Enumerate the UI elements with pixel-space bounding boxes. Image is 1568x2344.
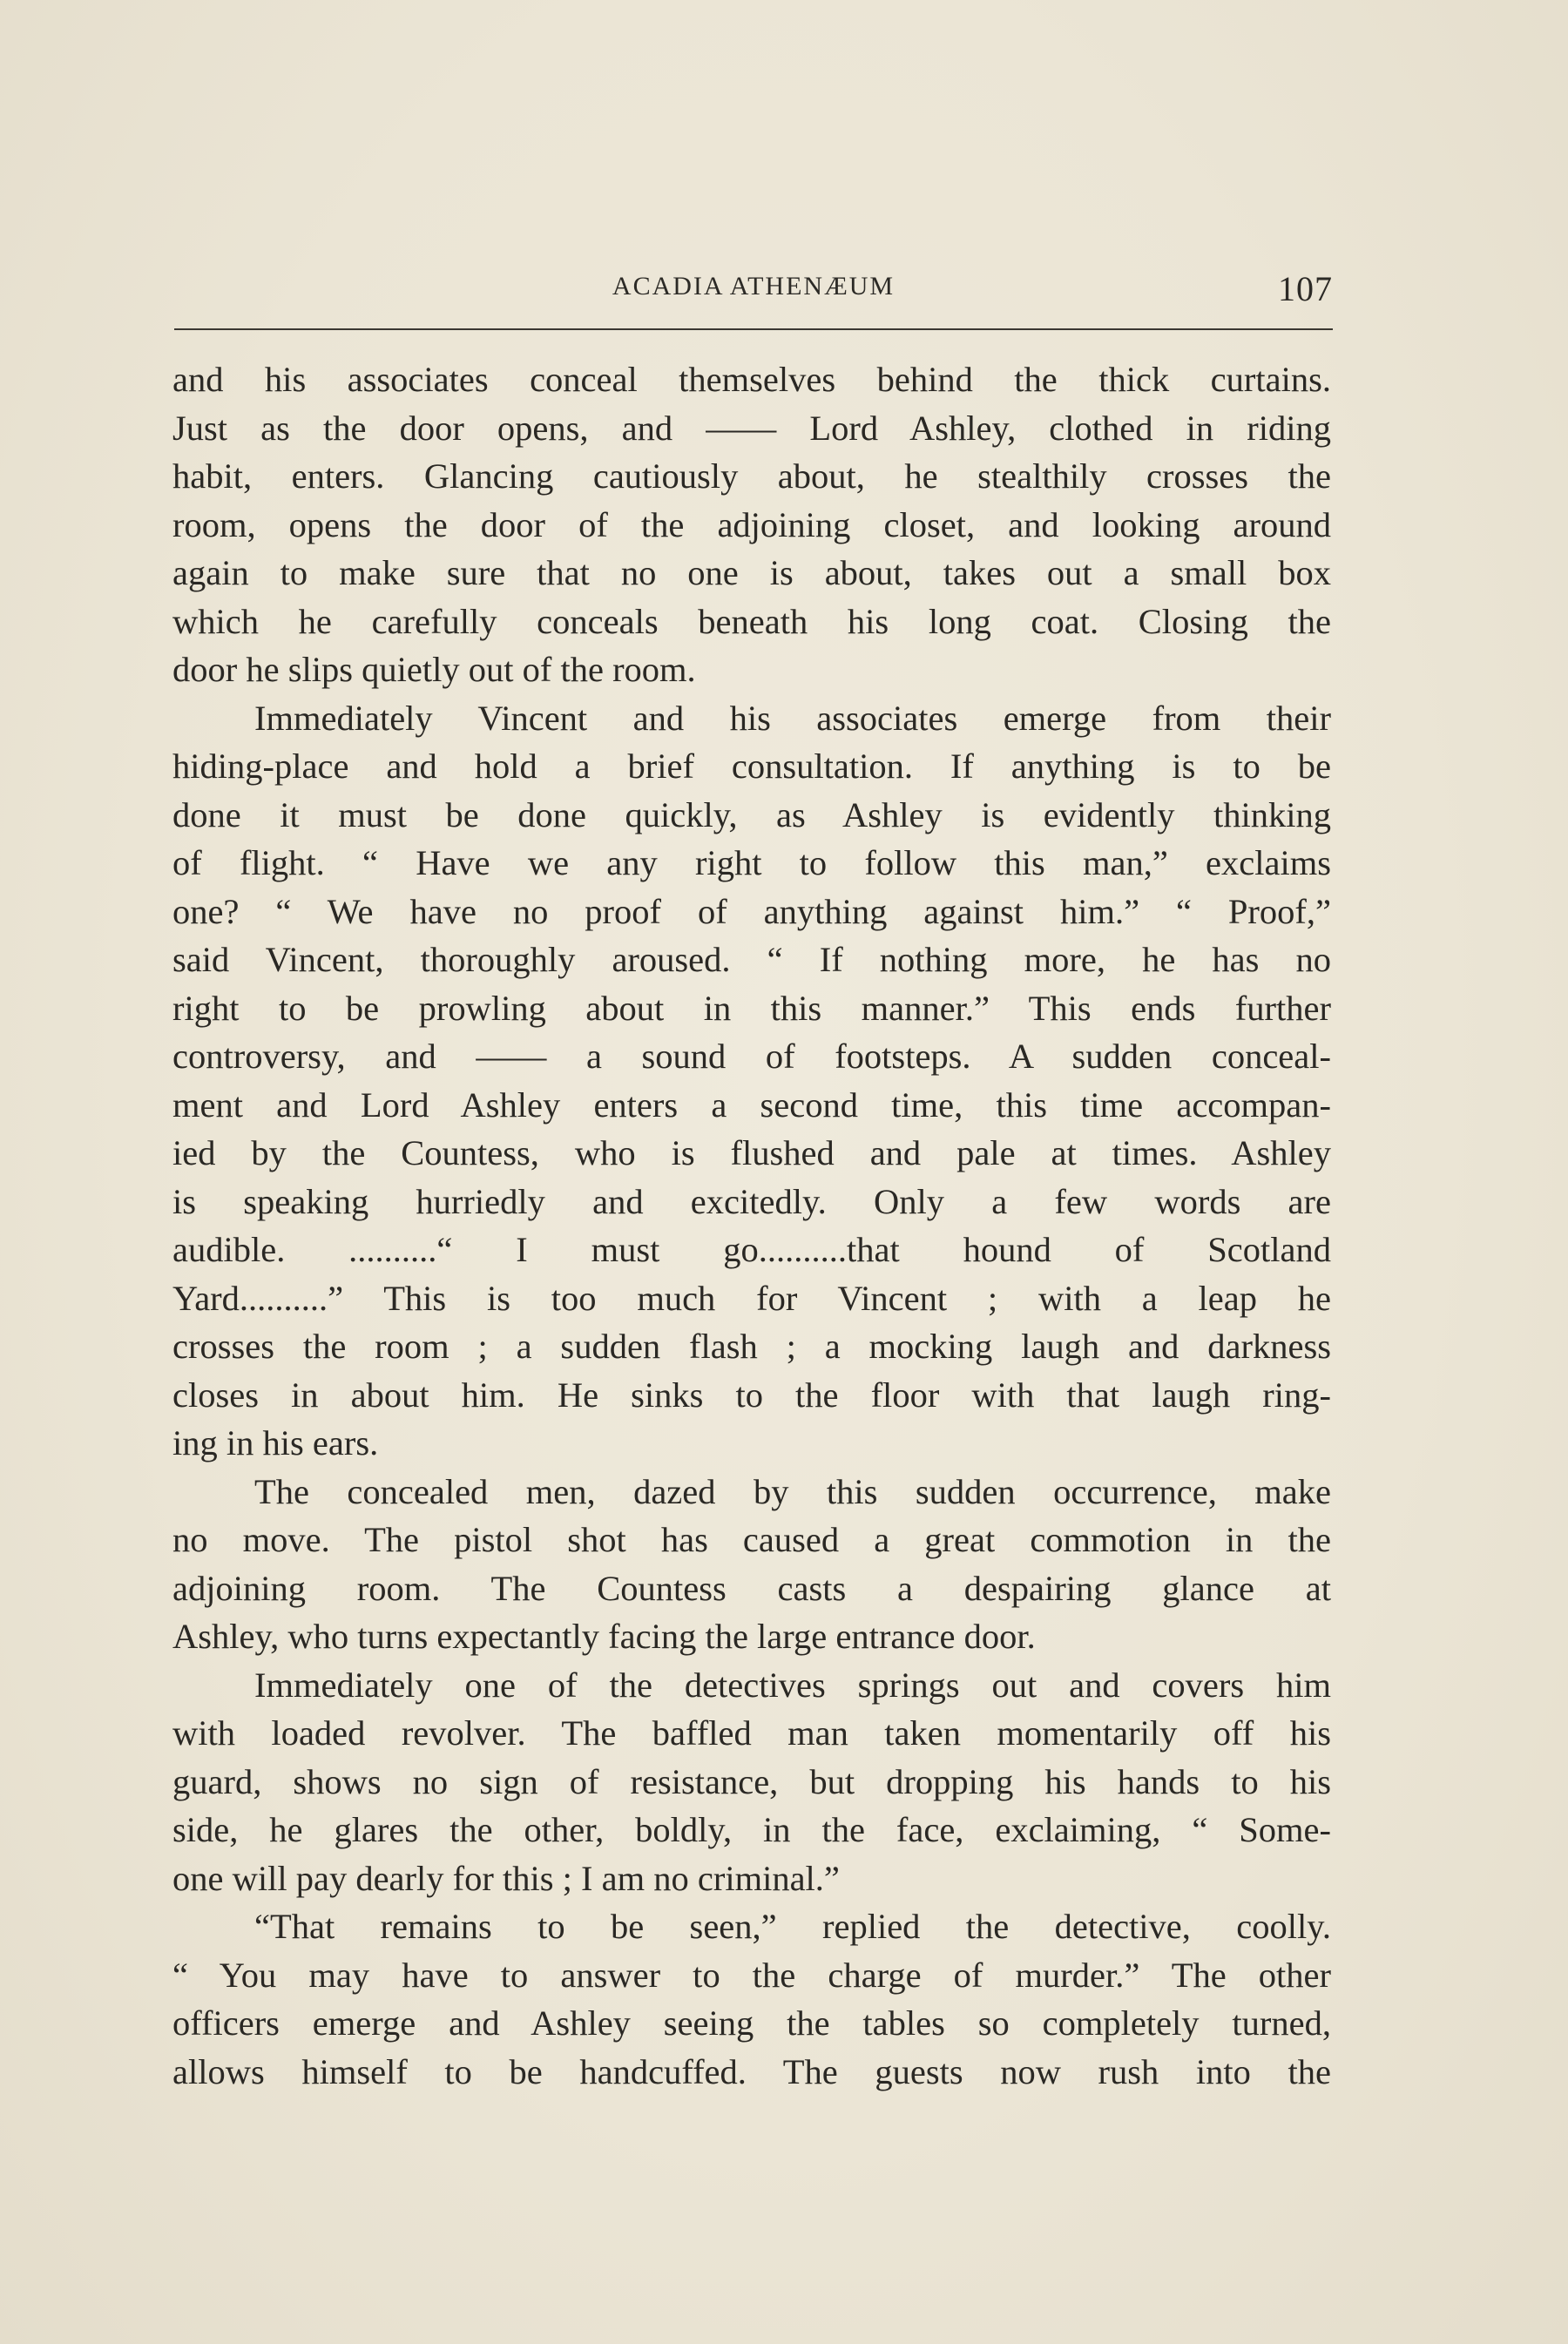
text-line: right to be prowling about in this manner.” This ends further — [172, 988, 1331, 1028]
text-line: room, opens the door of the adjoining closet, and looking around — [172, 504, 1331, 544]
text-line: controversy, and —— a sound of footsteps. A sudden conceal- — [172, 1037, 1331, 1076]
page-number: 107 — [1278, 269, 1333, 308]
text-line: side, he glares the other, boldly, in the face, exclaiming, “ Some- — [172, 1810, 1331, 1849]
text-line: Just as the door opens, and —— Lord Ashley, clothed in riding — [172, 408, 1331, 448]
header-rule — [174, 328, 1333, 330]
text-line: officers emerge and Ashley seeing the tables so completely turned, — [172, 2003, 1331, 2043]
text-line: no move. The pistol shot has caused a great commotion in the — [172, 1520, 1331, 1559]
text-line: audible. ..........“ I must go..........that hound of Scotland — [172, 1230, 1331, 1269]
text-line: closes in about him. He sinks to the floor with that laugh ring- — [172, 1375, 1331, 1415]
running-title: ACADIA ATHENÆUM — [612, 272, 896, 301]
text-line: Immediately Vincent and his associates emerge from their — [254, 698, 1331, 738]
paragraph — [172, 1902, 1331, 2096]
body-text — [172, 355, 1331, 2096]
text-line: door he slips quietly out of the room. — [172, 650, 696, 689]
text-line: guard, shows no sign of resistance, but dropping his hands to his — [172, 1761, 1331, 1801]
text-line: crosses the room ; a sudden flash ; a mocking laugh and darkness — [172, 1327, 1331, 1366]
text-line: The concealed men, dazed by this sudden occurrence, make — [254, 1471, 1331, 1511]
text-line: Ashley, who turns expectantly facing the large entrance door. — [172, 1617, 1036, 1656]
text-line: and his associates conceal themselves behind the thick curtains. — [172, 360, 1331, 399]
text-line: with loaded revolver. The baffled man taken momentarily off his — [172, 1713, 1331, 1753]
paragraph — [172, 1661, 1331, 1903]
text-line: hiding-place and hold a brief consultation. If anything is to be — [172, 746, 1331, 786]
text-line: habit, enters. Glancing cautiously about, he stealthily crosses the — [172, 456, 1331, 496]
text-line: allows himself to be handcuffed. The guests now rush into the — [172, 2051, 1331, 2091]
text-line: done it must be done quickly, as Ashley is evidently thinking — [172, 794, 1331, 834]
text-line: one? “ We have no proof of anything against him.” “ Proof,” — [172, 891, 1331, 931]
paragraph — [172, 694, 1331, 1468]
text-line: is speaking hurriedly and excitedly. Only a few words are — [172, 1181, 1331, 1221]
page-header — [174, 269, 1333, 324]
paragraph — [172, 355, 1331, 694]
text-line: ied by the Countess, who is flushed and pale at times. Ashley — [172, 1133, 1331, 1172]
text-line: Immediately one of the detectives springs out and covers him — [254, 1665, 1331, 1705]
text-line: said Vincent, thoroughly aroused. “ If nothing more, he has no — [172, 940, 1331, 979]
text-line: of flight. “ Have we any right to follow this man,” exclaims — [172, 843, 1331, 882]
text-line: “That remains to be seen,” replied the detective, coolly. — [254, 1907, 1331, 1946]
text-line: “ You may have to answer to the charge of murder.” The other — [172, 1955, 1331, 1995]
text-line: Yard..........” This is too much for Vincent ; with a leap he — [172, 1278, 1331, 1318]
text-line: again to make sure that no one is about, takes out a small box — [172, 553, 1331, 592]
text-line: which he carefully conceals beneath his long coat. Closing the — [172, 601, 1331, 641]
paragraph — [172, 1468, 1331, 1661]
text-line: one will pay dearly for this ; I am no criminal.” — [172, 1858, 840, 1898]
text-line: ing in his ears. — [172, 1423, 379, 1462]
text-line: adjoining room. The Countess casts a despairing glance at — [172, 1568, 1331, 1608]
text-line: ment and Lord Ashley enters a second time, this time accompan- — [172, 1084, 1331, 1125]
